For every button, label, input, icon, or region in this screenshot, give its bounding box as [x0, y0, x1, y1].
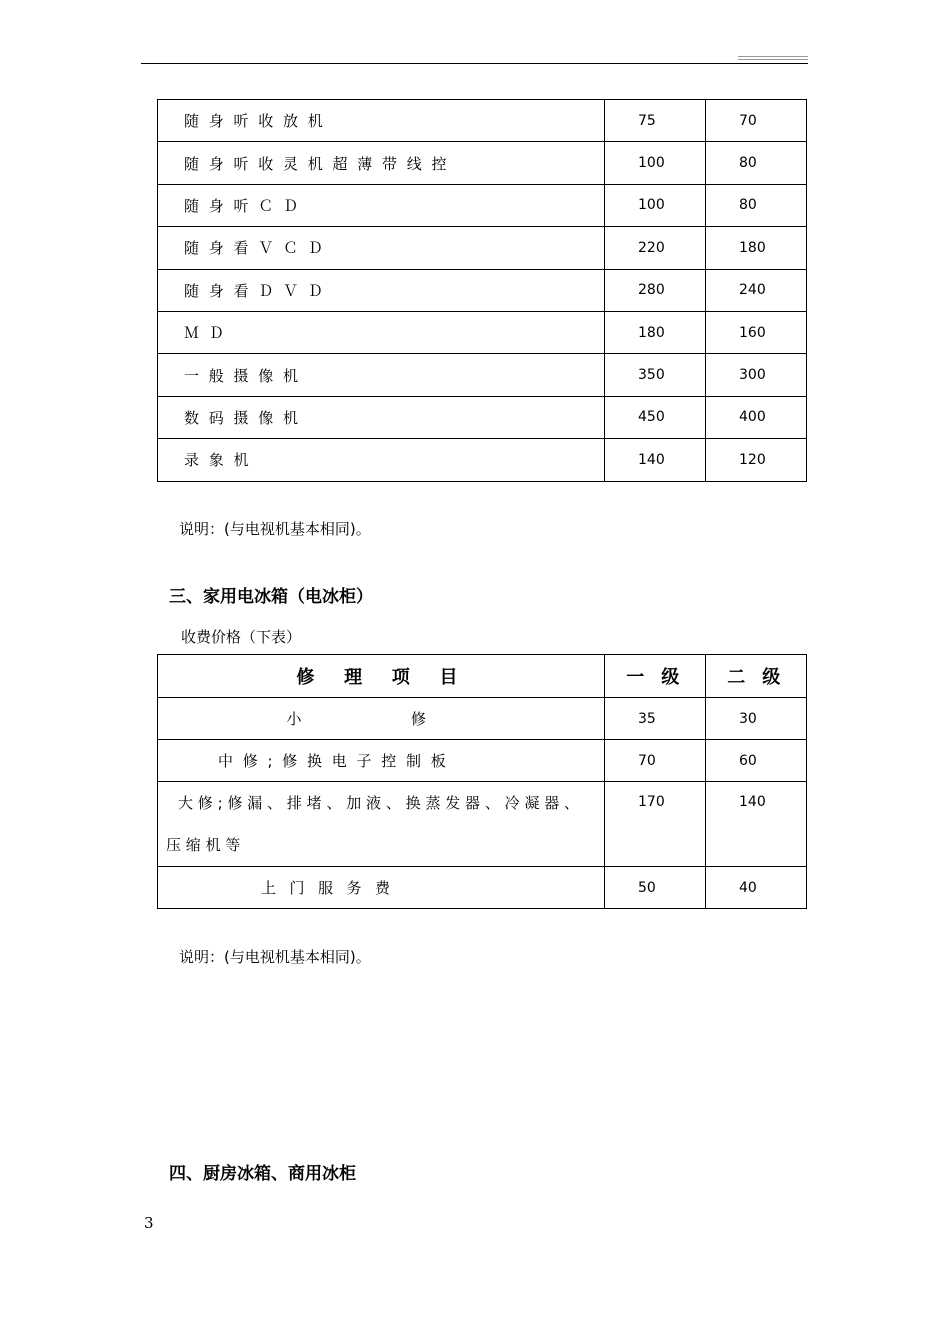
- page-number: 3: [144, 1214, 154, 1232]
- table-row: [158, 184, 807, 226]
- item-cell: ＭＤ: [158, 311, 605, 353]
- item-cell: 随身听ＣＤ: [158, 184, 605, 226]
- level2-price: 60: [706, 740, 807, 782]
- item-cell: 数码摄像机: [158, 396, 605, 438]
- item-line: 大修;修漏、排堵、加液、换蒸发器、冷凝器、: [178, 794, 584, 812]
- level1-price: 140: [605, 439, 706, 481]
- level2-price: 120: [706, 439, 807, 481]
- level1-price: 75: [605, 100, 706, 142]
- level2-price: 70: [706, 100, 807, 142]
- item-cell: 随身看ＤＶＤ: [158, 269, 605, 311]
- level2-price: 80: [706, 184, 807, 226]
- level1-price: 100: [605, 184, 706, 226]
- header-decoration-line: [738, 56, 808, 57]
- level1-price: 170: [605, 782, 706, 867]
- item-cell: 中修;修换电子控制板: [158, 740, 605, 782]
- level1-price: 180: [605, 311, 706, 353]
- price-table-refrigerator: [157, 654, 807, 909]
- level2-price: 400: [706, 396, 807, 438]
- section-heading-4: 四、厨房冰箱、商用冰柜: [169, 1164, 356, 1184]
- level2-price: 160: [706, 311, 807, 353]
- level2-price: 140: [706, 782, 807, 867]
- level2-price: 180: [706, 227, 807, 269]
- item-cell: 随身听收放机: [158, 100, 605, 142]
- level2-price: 40: [706, 867, 807, 909]
- price-table-portable: [157, 99, 807, 482]
- header-level1: 一级: [605, 655, 706, 698]
- item-cell: [158, 782, 605, 867]
- item-cell: 小修: [158, 698, 605, 740]
- section-heading-3: 三、家用电冰箱（电冰柜）: [169, 587, 373, 607]
- table-row: [158, 142, 807, 184]
- table-header-row: [158, 655, 807, 698]
- table-row: [158, 396, 807, 438]
- level1-price: 100: [605, 142, 706, 184]
- header-rule: [141, 63, 808, 64]
- item-cell: 一般摄像机: [158, 354, 605, 396]
- table-row: [158, 100, 807, 142]
- item-line: 压缩机等: [166, 836, 246, 854]
- level2-price: 30: [706, 698, 807, 740]
- item-cell: 上门服务费: [158, 867, 605, 909]
- table-row: [158, 269, 807, 311]
- level1-price: 280: [605, 269, 706, 311]
- level2-price: 80: [706, 142, 807, 184]
- level1-price: 450: [605, 396, 706, 438]
- item-cell: 随身听收灵机超薄带线控: [158, 142, 605, 184]
- item-cell: 随身看ＶＣＤ: [158, 227, 605, 269]
- table-row: [158, 354, 807, 396]
- level2-price: 240: [706, 269, 807, 311]
- table-row: [158, 867, 807, 909]
- table-row: [158, 227, 807, 269]
- note-text: 说明：(与电视机基本相同)。: [179, 948, 371, 966]
- level1-price: 70: [605, 740, 706, 782]
- level1-price: 35: [605, 698, 706, 740]
- item-cell: 录象机: [158, 439, 605, 481]
- table-row: [158, 311, 807, 353]
- note-text: 说明：(与电视机基本相同)。: [179, 520, 371, 538]
- section-subtitle: 收费价格（下表）: [181, 628, 302, 646]
- header-level2: 二级: [706, 655, 807, 698]
- level1-price: 50: [605, 867, 706, 909]
- table-row: [158, 698, 807, 740]
- level1-price: 220: [605, 227, 706, 269]
- level2-price: 300: [706, 354, 807, 396]
- table-row: [158, 782, 807, 867]
- header-decoration-line: [738, 59, 808, 60]
- table-row: [158, 439, 807, 481]
- header-item: 修理项目: [158, 655, 605, 698]
- level1-price: 350: [605, 354, 706, 396]
- table-row: [158, 740, 807, 782]
